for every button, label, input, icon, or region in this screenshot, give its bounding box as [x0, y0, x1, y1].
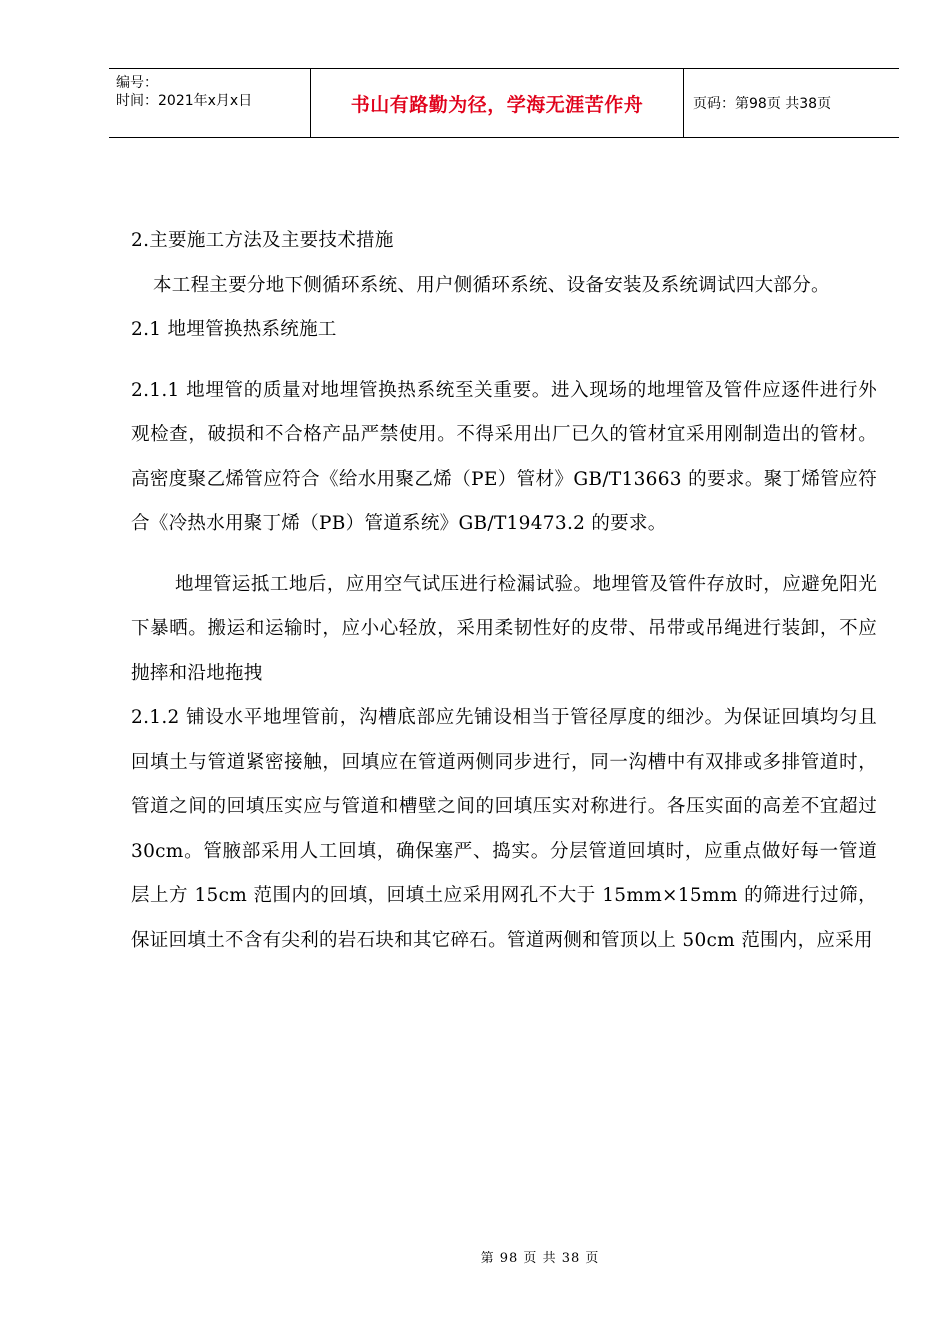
paragraph-2-1-2: 2.1.2 铺设水平地埋管前，沟槽底部应先铺设相当于管径厚度的细沙。为保证回填均匀且回填土与管道紧密接触，回填应在管道两侧同步进行，同一沟槽中有双排或多排管道时，管道之间的回填压实应与管道和槽壁之间的回填压实对称进行。各压实面的高差不宜超过 30cm。管腋部采用人工回填，确保塞严、捣实。分层管道回填时，应重点做好每一管道层上方 15cm 范围内的回填，回填土应采用网孔不大于 15mm×15mm 的筛进行过筛，保证回填土不含有尖利的岩石块和其它碎石。管道两侧和管顶以上 50cm 范围内，应采用: [131, 707, 877, 951]
page-header: [109, 68, 899, 138]
header-motto: 书山有路勤为径，学海无涯苦作舟: [350, 93, 644, 116]
paragraph-transport: 地埋管运抵工地后，应用空气试压进行检漏试验。地埋管及管件存放时，应避免阳光下暴晒。搬运和运输时，应小心轻放，采用柔韧性好的皮带、吊带或吊绳进行装卸，不应抛摔和沿地拖拽: [131, 573, 877, 684]
footer-page-number: 第 98 页 共 38 页: [480, 1251, 600, 1266]
spacer: [131, 353, 877, 369]
header-page-number: 页码：第98页 共38页: [693, 96, 832, 112]
header-meta-cell: [109, 69, 311, 137]
section-title: 2.主要施工方法及主要技术措施: [131, 230, 394, 251]
document-date-label: 时间：2021年x月x日: [116, 93, 253, 109]
document-number-label: 编号：: [116, 75, 158, 91]
spacer: [131, 547, 877, 563]
subsection-title: 2.1 地埋管换热系统施工: [131, 319, 337, 340]
paragraph-2-1-1: 2.1.1 地埋管的质量对地埋管换热系统至关重要。进入现场的地埋管及管件应逐件进行外观检查，破损和不合格产品严禁使用。不得采用出厂已久的管材宜采用刚制造出的管材。高密度聚乙烯管应符合《给水用聚乙烯（PE）管材》GB/T13663 的要求。聚丁烯管应符合《冷热水用聚丁烯（PB）管道系统》GB/T19473.2 的要求。: [131, 379, 877, 534]
document-body: [131, 219, 877, 963]
header-motto-cell: [311, 69, 684, 137]
page-footer: [0, 1247, 950, 1266]
header-page-cell: [684, 69, 899, 137]
intro-paragraph: 本工程主要分地下侧循环系统、用户侧循环系统、设备安装及系统调试四大部分。: [153, 274, 830, 296]
